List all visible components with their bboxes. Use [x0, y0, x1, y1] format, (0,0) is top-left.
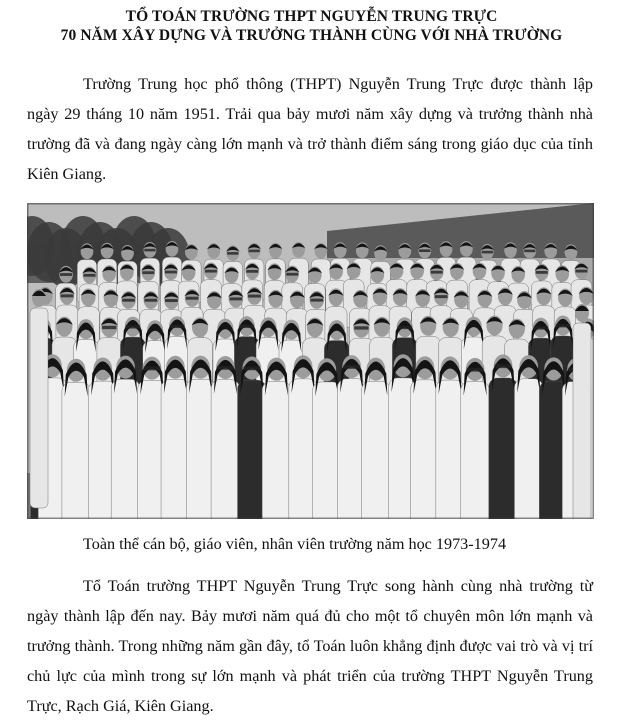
person-body — [62, 382, 91, 519]
person-body — [238, 380, 267, 519]
person-glasses — [575, 270, 587, 273]
person-glasses — [343, 365, 360, 369]
person-glasses — [102, 326, 116, 329]
person-glasses — [419, 249, 430, 252]
person-body — [514, 379, 543, 519]
person-glasses — [534, 326, 548, 329]
photo-caption: Toàn thể cán bộ, giáo viên, nhân viên trường năm học 1973-1974 — [83, 535, 507, 553]
document-title-line-1: TỔ TOÁN TRƯỜNG THPT NGUYỄN TRUNG TRỰC — [125, 8, 498, 25]
person-glasses — [244, 366, 261, 370]
person-body — [186, 379, 215, 519]
person-glasses — [170, 325, 184, 328]
person-glasses — [144, 299, 157, 302]
person-glasses — [240, 325, 254, 328]
person-glasses — [122, 299, 135, 302]
intro-paragraph-text: Trường Trung học phổ thông (THPT) Nguyễn Trung Trực được thành lập ngày 29 tháng 10 năm 1951. Trải qua bảy mươi năm xây dựng và trưởng thành nhà trường đã và đang ngày càng lớn mạnh và trở thành điểm sáng trong giáo dục của tỉnh Kiên Giang. — [27, 75, 593, 183]
math-department-paragraph-text: Tổ Toán trường THPT Nguyễn Trung Trực song hành cùng nhà trường từ ngày thành lập đến nay. Bảy mươi năm quá đủ cho một tổ chuyên môn lớn mạnh và trưởng thành. Trong những năm gần đây, tổ Toán luôn khẳng định được vai trò và vị trí chủ lực của mình trong sự lớn mạnh và phát triển của trường THPT Nguyễn Trung Trực, Rạch Giá, Kiên Giang. — [27, 577, 593, 715]
person-body — [573, 323, 591, 519]
document-title-line-2: 70 NĂM XÂY DỰNG VÀ TRƯỞNG THÀNH CÙNG VỚI NHÀ TRƯỜNG — [60, 27, 563, 44]
person-body — [436, 380, 465, 519]
person-glasses — [286, 273, 298, 276]
person-glasses — [482, 251, 493, 254]
person-glasses — [246, 270, 258, 273]
person-body — [30, 308, 48, 508]
group-photo — [27, 203, 594, 519]
person-body — [411, 380, 440, 519]
person-glasses — [61, 294, 74, 297]
person-body — [461, 382, 490, 519]
person-glasses — [205, 270, 217, 273]
person-glasses — [467, 368, 484, 372]
person-glasses — [435, 295, 448, 298]
person-body — [211, 380, 240, 519]
person-glasses — [186, 297, 199, 300]
person-glasses — [126, 325, 140, 328]
person-body — [111, 379, 140, 519]
person-glasses — [165, 271, 177, 274]
person-glasses — [83, 274, 95, 277]
group-photo-image — [27, 203, 594, 519]
person-glasses — [354, 326, 368, 329]
person-glasses — [60, 273, 72, 276]
intro-paragraph — [27, 69, 593, 189]
person-glasses — [248, 295, 261, 298]
person-glasses — [165, 299, 178, 302]
person-glasses — [227, 252, 238, 255]
person-glasses — [144, 249, 155, 252]
person-glasses — [217, 366, 234, 370]
person-body — [313, 382, 342, 519]
person-glasses — [524, 250, 535, 253]
person-glasses — [230, 297, 243, 300]
person-body — [262, 381, 291, 519]
person-glasses — [398, 326, 412, 329]
person-glasses — [310, 299, 323, 302]
person-glasses — [431, 271, 443, 274]
person-glasses — [144, 367, 161, 371]
person-glasses — [495, 364, 512, 368]
person-body — [362, 381, 391, 519]
person-glasses — [536, 271, 548, 274]
person-glasses — [556, 324, 570, 327]
person-glasses — [142, 271, 154, 274]
person-body — [489, 378, 518, 519]
math-department-paragraph — [27, 571, 593, 721]
person-body — [161, 379, 190, 519]
person-glasses — [249, 250, 260, 253]
